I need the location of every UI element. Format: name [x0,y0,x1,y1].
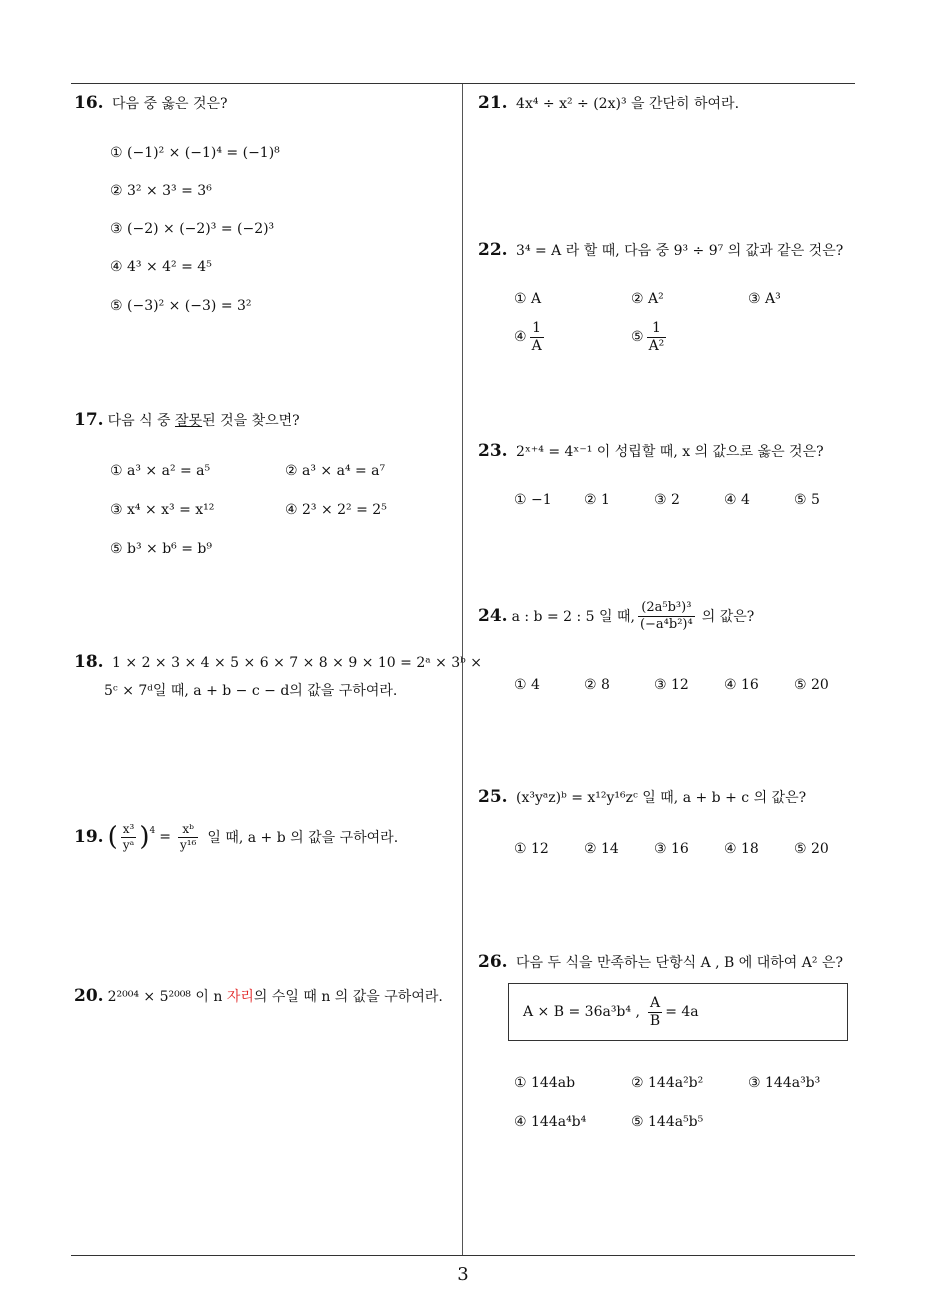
q23-option-2[interactable]: ② 1 [584,492,610,508]
fraction-denominator: y¹⁶ [179,837,197,852]
question-text: 일 때, a + b 의 값을 구하여라. [207,830,399,846]
question-20 [74,986,443,1006]
question-text: a : b = 2 : 5 일 때, [511,609,635,626]
fraction-denominator: (−a⁴b²)⁴ [639,616,693,632]
q26-option-4[interactable]: ④ 144a⁴b⁴ [514,1114,587,1130]
question-22 [478,240,843,260]
question-number: 20. [74,986,104,1006]
question-23 [478,441,824,461]
q16-option-5[interactable]: ⑤ (−3)² × (−3) = 3² [110,298,252,314]
question-21 [478,93,739,113]
q25-option-2[interactable]: ② 14 [584,841,619,857]
question-number: 21. [478,93,508,113]
question-number: 25. [478,787,508,807]
fraction-denominator: A [531,337,542,354]
fraction-numerator: 1 [651,320,661,336]
q24-option-3[interactable]: ③ 12 [654,677,689,693]
q24-option-2[interactable]: ② 8 [584,677,610,693]
fraction-numerator: x³ [122,822,135,837]
q16-option-3[interactable]: ③ (−2) × (−2)³ = (−2)³ [110,221,275,237]
left-fraction [121,822,137,852]
q24-option-4[interactable]: ④ 16 [724,677,759,693]
right-paren: ) [139,822,150,852]
question-26 [478,952,843,972]
q16-option-1[interactable]: ① (−1)² × (−1)⁴ = (−1)⁸ [110,145,280,161]
question-number: 24. [478,606,508,627]
right-fraction [178,822,198,852]
question-16 [74,93,228,113]
question-text: (x³yᵃz)ᵇ = x¹²y¹⁶zᶜ 일 때, a + b + c 의 값은? [516,790,807,806]
q16-option-2[interactable]: ② 3² × 3³ = 3⁶ [110,183,212,199]
question-text: 2ˣ⁺⁴ = 4ˣ⁻¹ 이 성립할 때, x 의 값으로 옳은 것은? [516,444,824,460]
q26-option-3[interactable]: ③ 144a³b³ [748,1075,821,1091]
question-17 [74,410,300,430]
q25-option-3[interactable]: ③ 16 [654,841,689,857]
question-18-line2: 5ᶜ × 7ᵈ일 때, a + b − c − d의 값을 구하여라. [104,683,398,699]
underlined-text: 잘못 [175,413,203,429]
q22-option-5[interactable] [631,320,669,355]
question-number: 16. [74,93,104,113]
question-19 [74,822,398,852]
question-text: 다음 식 중 [107,413,176,429]
fraction-denominator: B [649,1012,661,1029]
question-number: 18. [74,652,104,672]
box-fraction [648,995,662,1030]
q16-option-4[interactable]: ④ 4³ × 4² = 4⁵ [110,259,212,275]
q24-option-1[interactable]: ① 4 [514,677,540,693]
q23-option-1[interactable]: ① −1 [514,492,552,508]
question-24 [478,600,754,632]
question-expression: 2²⁰⁰⁴ × 5²⁰⁰⁸ 이 n [107,989,227,1005]
fraction-denominator: A² [648,337,665,354]
q26-option-5[interactable]: ⑤ 144a⁵b⁵ [631,1114,704,1130]
equals-sign: = [159,829,171,845]
top-rule [71,83,855,84]
q17-option-2[interactable]: ② a³ × a⁴ = a⁷ [285,463,386,479]
question-text-rest: 된 것을 찾으면? [202,413,300,429]
fraction-numerator: (2a⁵b³)³ [641,600,692,615]
q23-option-3[interactable]: ③ 2 [654,492,680,508]
q22-option-1[interactable]: ① A [514,291,542,307]
highlighted-text: 자리 [226,989,254,1005]
q26-option-2[interactable]: ② 144a²b² [631,1075,704,1091]
question-text: 4x⁴ ÷ x² ÷ (2x)³ 을 간단히 하여라. [516,96,740,112]
bottom-rule [71,1255,855,1256]
question-fraction [638,600,695,632]
q17-option-1[interactable]: ① a³ × a² = a⁵ [110,463,211,479]
option-label: ④ [514,329,527,346]
q25-option-1[interactable]: ① 12 [514,841,549,857]
question-number: 22. [478,240,508,260]
fraction-denominator: yᵃ [121,837,137,852]
equation-1: A × B = 36a³b⁴ , [523,1004,640,1020]
question-text-line1: 1 × 2 × 3 × 4 × 5 × 6 × 7 × 8 × 9 × 10 = 2ᵃ × 3ᵇ × [112,655,482,671]
option-fraction [647,320,667,355]
question-number: 17. [74,410,104,430]
exponent: 4 [149,826,156,836]
question-text: 다음 두 식을 만족하는 단항식 A , B 에 대하여 A² 은? [516,955,843,971]
q26-option-1[interactable]: ① 144ab [514,1075,576,1091]
question-25 [478,787,806,807]
q22-option-3[interactable]: ③ A³ [748,291,781,307]
q22-option-2[interactable]: ② A² [631,291,664,307]
left-paren: ( [107,822,118,852]
q17-option-5[interactable]: ⑤ b³ × b⁶ = b⁹ [110,541,212,557]
q25-option-4[interactable]: ④ 18 [724,841,759,857]
q17-option-3[interactable]: ③ x⁴ × x³ = x¹² [110,502,215,518]
question-text: 3⁴ = A 라 할 때, 다음 중 9³ ÷ 9⁷ 의 값과 같은 것은? [516,243,844,259]
q23-option-5[interactable]: ⑤ 5 [794,492,820,508]
q22-option-4[interactable] [514,320,547,355]
q23-option-4[interactable]: ④ 4 [724,492,750,508]
question-18 [74,652,482,672]
condition-box [508,983,848,1041]
q17-option-4[interactable]: ④ 2³ × 2² = 2⁵ [285,502,387,518]
q24-option-5[interactable]: ⑤ 20 [794,677,829,693]
question-text: 의 수일 때 n 의 값을 구하여라. [253,989,443,1005]
fraction-numerator: A [650,994,661,1011]
fraction-numerator: xᵇ [182,822,194,837]
equation-2-rhs: = 4a [665,1004,699,1020]
question-text: 다음 중 옳은 것은? [112,96,228,112]
q25-option-5[interactable]: ⑤ 20 [794,841,829,857]
condition-equations [523,984,699,1040]
question-number: 19. [74,827,104,847]
fraction-numerator: 1 [532,320,542,336]
page-number: 3 [457,1264,469,1285]
question-number: 26. [478,952,508,972]
option-fraction [530,320,544,355]
option-label: ⑤ [631,329,644,346]
question-number: 23. [478,441,508,461]
question-text-rest: 의 값은? [701,609,755,626]
